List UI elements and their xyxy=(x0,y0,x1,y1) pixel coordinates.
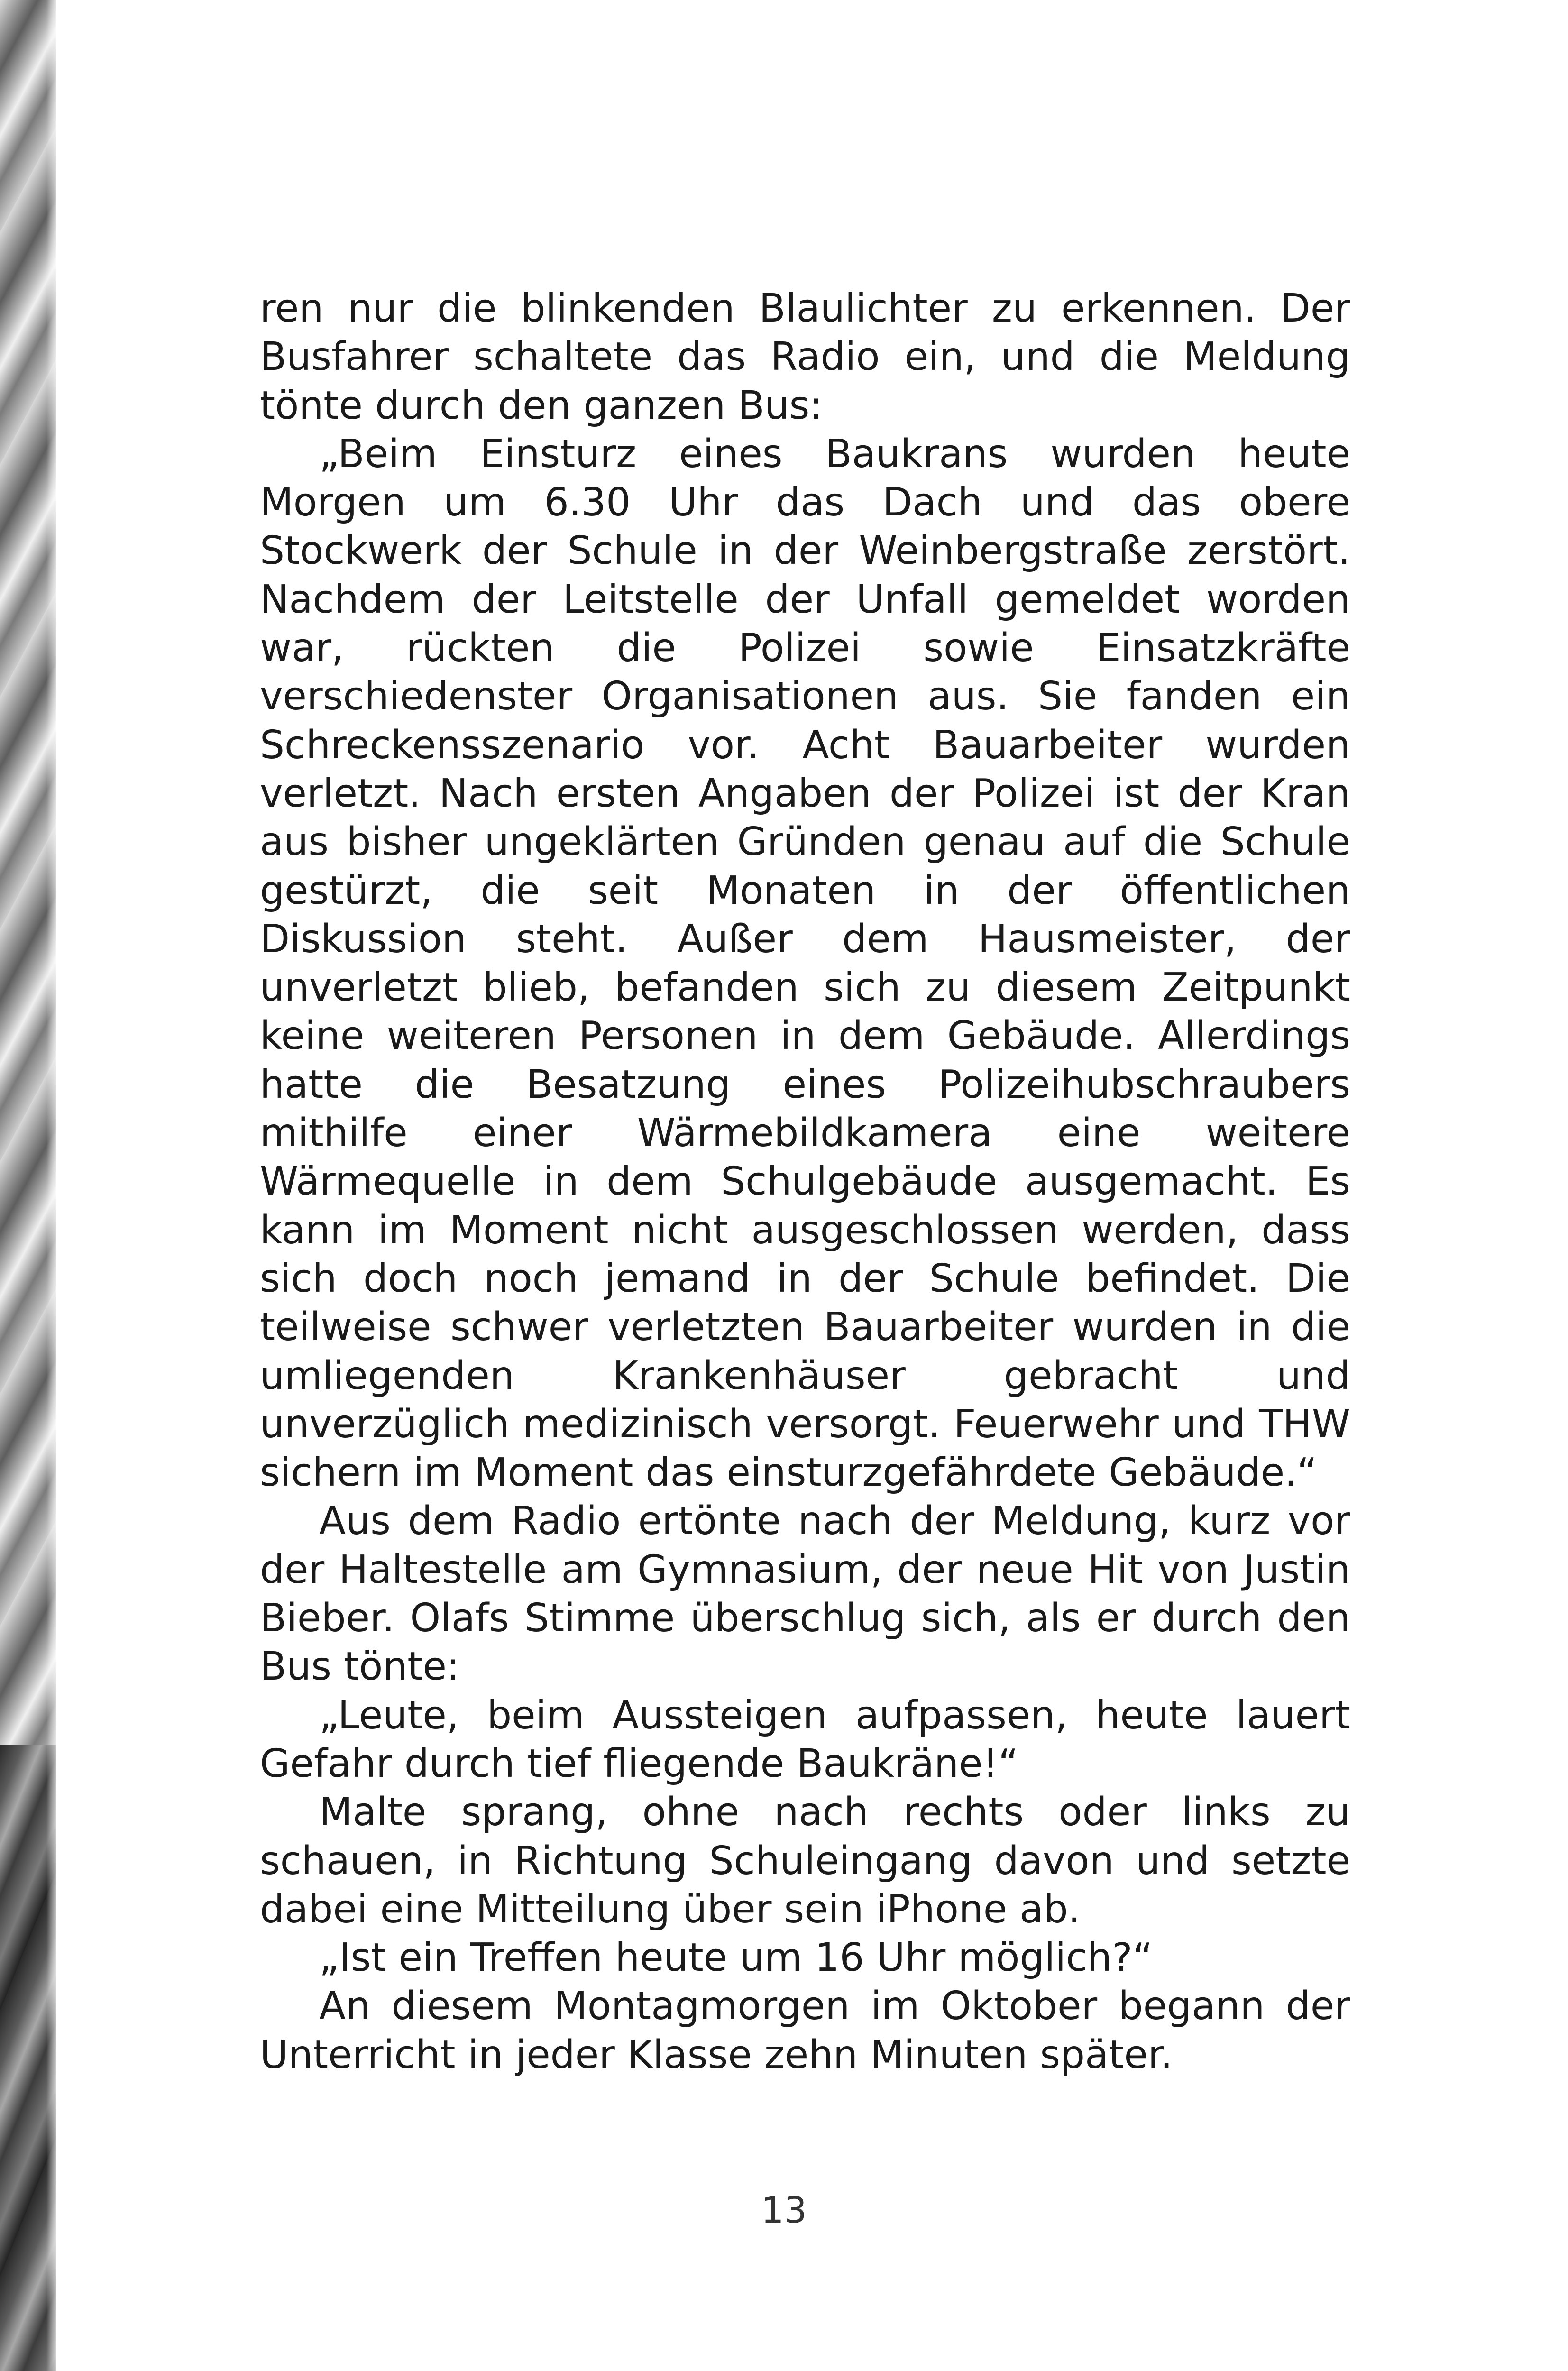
page-number: 13 xyxy=(761,2189,807,2231)
paragraph-4: „Leute, beim Aussteigen aufpassen, heute lauert Gefahr durch tief fliegende Baukräne!“ xyxy=(260,1692,1350,1786)
decorative-edge-strip xyxy=(0,0,56,2371)
body-text xyxy=(260,285,1350,2079)
paragraph-6: „Ist ein Treffen heute um 16 Uhr möglich?“ xyxy=(319,1935,1153,1981)
paragraph-2: „Beim Einsturz eines Baukrans wurden heute Morgen um 6.30 Uhr das Dach und das obere Stockwerk der Schule in der Weinbergstraße zerstört. Nachdem der Leitstelle der Unfall gemeldet worden war, rückten die Polizei sowie Einsatzkräfte verschiedenster Organisationen aus. Sie fanden ein Schreckensszenario vor. Acht Bauarbeiter wurden verletzt. Nach ersten Angaben der Polizei ist der Kran aus bisher ungeklärten Gründen genau auf die Schule gestürzt, die seit Monaten in der öffentlichen Diskussion steht. Außer dem Hausmeister, der unverletzt blieb, befanden sich zu diesem Zeitpunkt keine weiteren Personen in dem Gebäude. Allerdings hatte die Besatzung eines Polizeihubschraubers mithilfe einer Wärmebildkamera eine weitere Wärmequelle in dem Schulgebäude ausgemacht. Es kann im Moment nicht ausgeschlossen werden, dass sich doch noch jemand in der Schule befindet. Die teilweise schwer verletzten Bauarbeiter wurden in die umliegenden Krankenhäuser gebracht und unverzüglich medizinisch versorgt. Feuerwehr und THW sichern im Moment das einsturzgefährdete Gebäude.“ xyxy=(260,431,1350,1496)
edge-strip-fade xyxy=(46,0,56,2371)
paragraph-1: ren nur die blinkenden Blaulichter zu erkennen. Der Busfahrer schaltete das Radio ein, und die Meldung tönte durch den ganzen Bus: xyxy=(260,286,1350,428)
paragraph-7: An diesem Montagmorgen im Oktober begann der Unterricht in jeder Klasse zehn Minuten später. xyxy=(260,1984,1350,2077)
paragraph-5: Malte sprang, ohne nach rechts oder links zu schauen, in Richtung Schuleingang davon und setzte dabei eine Mitteilung über sein iPhone ab. xyxy=(260,1790,1350,1932)
paragraph-3: Aus dem Radio ertönte nach der Meldung, kurz vor der Haltestelle am Gymnasium, der neue Hit von Justin Bieber. Olafs Stimme überschlug sich, als er durch den Bus tönte: xyxy=(260,1498,1350,1690)
